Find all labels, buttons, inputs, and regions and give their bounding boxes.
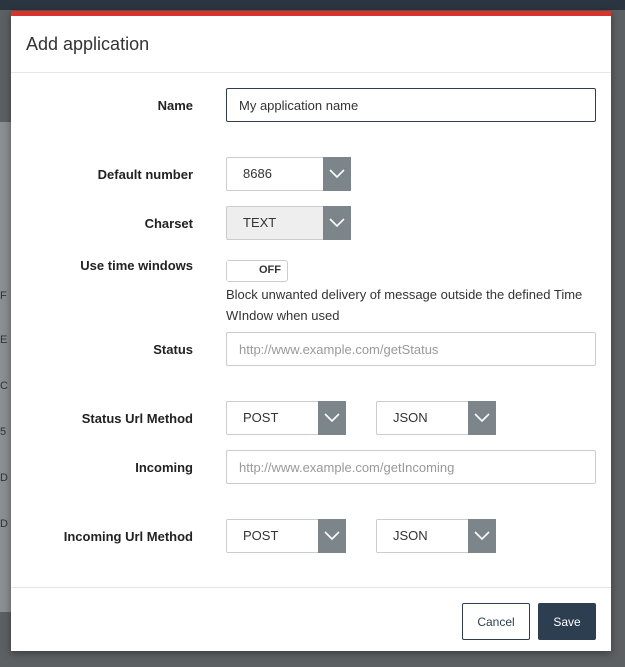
header-divider <box>11 72 611 73</box>
add-application-dialog <box>11 11 611 651</box>
charset-label: Charset <box>144 216 193 231</box>
background-text: E <box>0 334 8 346</box>
name-label: Name <box>157 98 193 113</box>
name-input[interactable] <box>226 88 596 122</box>
status-url-input[interactable] <box>226 332 596 366</box>
incoming-format-select[interactable] <box>376 519 496 553</box>
status-method-value: POST <box>243 410 279 425</box>
charset-select[interactable] <box>226 206 351 240</box>
status-method-select[interactable] <box>226 401 346 435</box>
incoming-format-value: JSON <box>393 528 428 543</box>
toggle-state: OFF <box>259 264 281 276</box>
default-number-label: Default number <box>97 167 193 182</box>
incoming-method-value: POST <box>243 528 279 543</box>
chevron-down-icon <box>468 519 496 553</box>
status-label: Status <box>153 342 193 357</box>
use-time-windows-toggle[interactable] <box>226 260 288 282</box>
default-number-select[interactable] <box>226 157 351 191</box>
toggle-knob <box>227 261 257 281</box>
chevron-down-icon <box>468 401 496 435</box>
incoming-url-input[interactable] <box>226 450 596 484</box>
status-url-method-label: Status Url Method <box>81 411 193 426</box>
use-time-windows-label: Use time windows <box>80 258 193 273</box>
incoming-method-select[interactable] <box>226 519 346 553</box>
app-topbar <box>0 0 625 10</box>
background-text: F <box>0 290 7 302</box>
charset-value: TEXT <box>243 215 277 230</box>
background-text: 5 <box>0 426 7 438</box>
background-text: D <box>0 472 8 484</box>
footer-divider <box>11 587 611 588</box>
background-text: C <box>0 380 8 392</box>
chevron-down-icon <box>318 519 346 553</box>
default-number-value: 8686 <box>243 166 272 181</box>
save-button[interactable]: Save <box>538 603 596 640</box>
background-text: D <box>0 518 8 530</box>
cancel-button[interactable]: Cancel <box>462 603 530 640</box>
chevron-down-icon <box>323 206 351 240</box>
incoming-label: Incoming <box>135 460 193 475</box>
chevron-down-icon <box>318 401 346 435</box>
dialog-title: Add application <box>26 34 150 54</box>
incoming-url-method-label: Incoming Url Method <box>63 529 193 544</box>
status-format-select[interactable] <box>376 401 496 435</box>
background-table-strip <box>0 122 11 612</box>
status-format-value: JSON <box>393 410 428 425</box>
time-window-hint: Block unwanted delivery of message outside the defined Time WIndow when used <box>226 287 583 323</box>
chevron-down-icon <box>323 157 351 191</box>
